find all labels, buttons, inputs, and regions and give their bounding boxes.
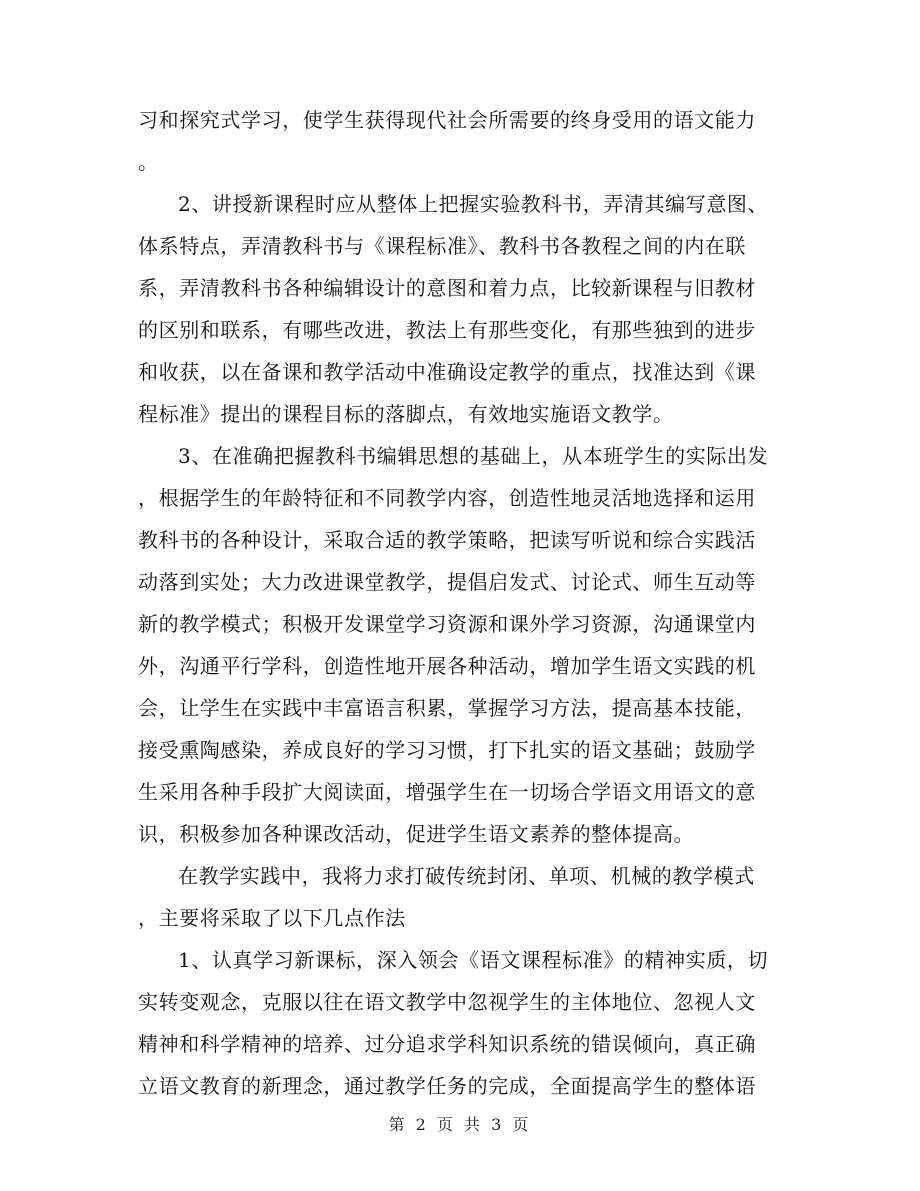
text-line: 的区别和联系，有哪些改进，教法上有那些变化，有那些独到的进步 <box>138 318 756 342</box>
text-line: 立语文教育的新理念，通过教学任务的完成，全面提高学生的整体语 <box>138 1074 756 1098</box>
paragraph-start: 3、在准确把握教科书编辑思想的基础上，从本班学生的实际出发 <box>178 444 769 468</box>
text-line: 识，积极参加各种课改活动，促进学生语文素养的整体提高。 <box>138 822 695 846</box>
text-line: 体系特点，弄清教科书与《课程标准》、教科书各教程之间的内在联 <box>138 234 746 258</box>
text-line: 精神和科学精神的培养、过分追求学科知识系统的错误倾向，真正确 <box>138 1032 756 1056</box>
text-line: 外，沟通平行学科，创造性地开展各种活动，增加学生语文实践的机 <box>138 654 756 678</box>
text-line: 习和探究式学习，使学生获得现代社会所需要的终身受用的语文能力 <box>138 108 756 132</box>
text-line: 程标准》提出的课程目标的落脚点，有效地实施语文教学。 <box>138 402 674 426</box>
text-line: ，根据学生的年龄特征和不同教学内容，创造性地灵活地选择和运用 <box>138 486 756 510</box>
page-number-footer: 第 2 页 共 3 页 <box>388 1115 532 1134</box>
text-line: 生采用各种手段扩大阅读面，增强学生在一切场合学语文用语文的意 <box>138 780 756 804</box>
text-line: 教科书的各种设计，采取合适的教学策略，把读写听说和综合实践活 <box>138 528 756 552</box>
text-line: 和收获，以在备课和教学活动中准确设定教学的重点，找准达到《课 <box>138 360 756 384</box>
text-line: 新的教学模式；积极开发课堂学习资源和课外学习资源，沟通课堂内 <box>138 612 756 636</box>
paragraph-start: 1、认真学习新课标，深入领会《语文课程标准》的精神实质，切 <box>178 948 769 972</box>
text-line: 。 <box>138 150 159 174</box>
text-line: 实转变观念，克服以往在语文教学中忽视学生的主体地位、忽视人文 <box>138 990 756 1014</box>
text-line: 系，弄清教科书各种编辑设计的意图和着力点，比较新课程与旧教材 <box>138 276 756 300</box>
paragraph-start: 2、讲授新课程时应从整体上把握实验教科书，弄清其编写意图、 <box>178 192 769 216</box>
text-line: ，主要将采取了以下几点作法 <box>138 906 406 930</box>
text-line: 会，让学生在实践中丰富语言积累，掌握学习方法，提高基本技能， <box>138 696 756 720</box>
text-line: 动落到实处；大力改进课堂教学，提倡启发式、讨论式、师生互动等 <box>138 570 756 594</box>
paragraph-start: 在教学实践中，我将力求打破传统封闭、单项、机械的教学模式 <box>178 864 755 888</box>
text-line: 接受熏陶感染，养成良好的学习习惯，打下扎实的语文基础；鼓励学 <box>138 738 756 762</box>
